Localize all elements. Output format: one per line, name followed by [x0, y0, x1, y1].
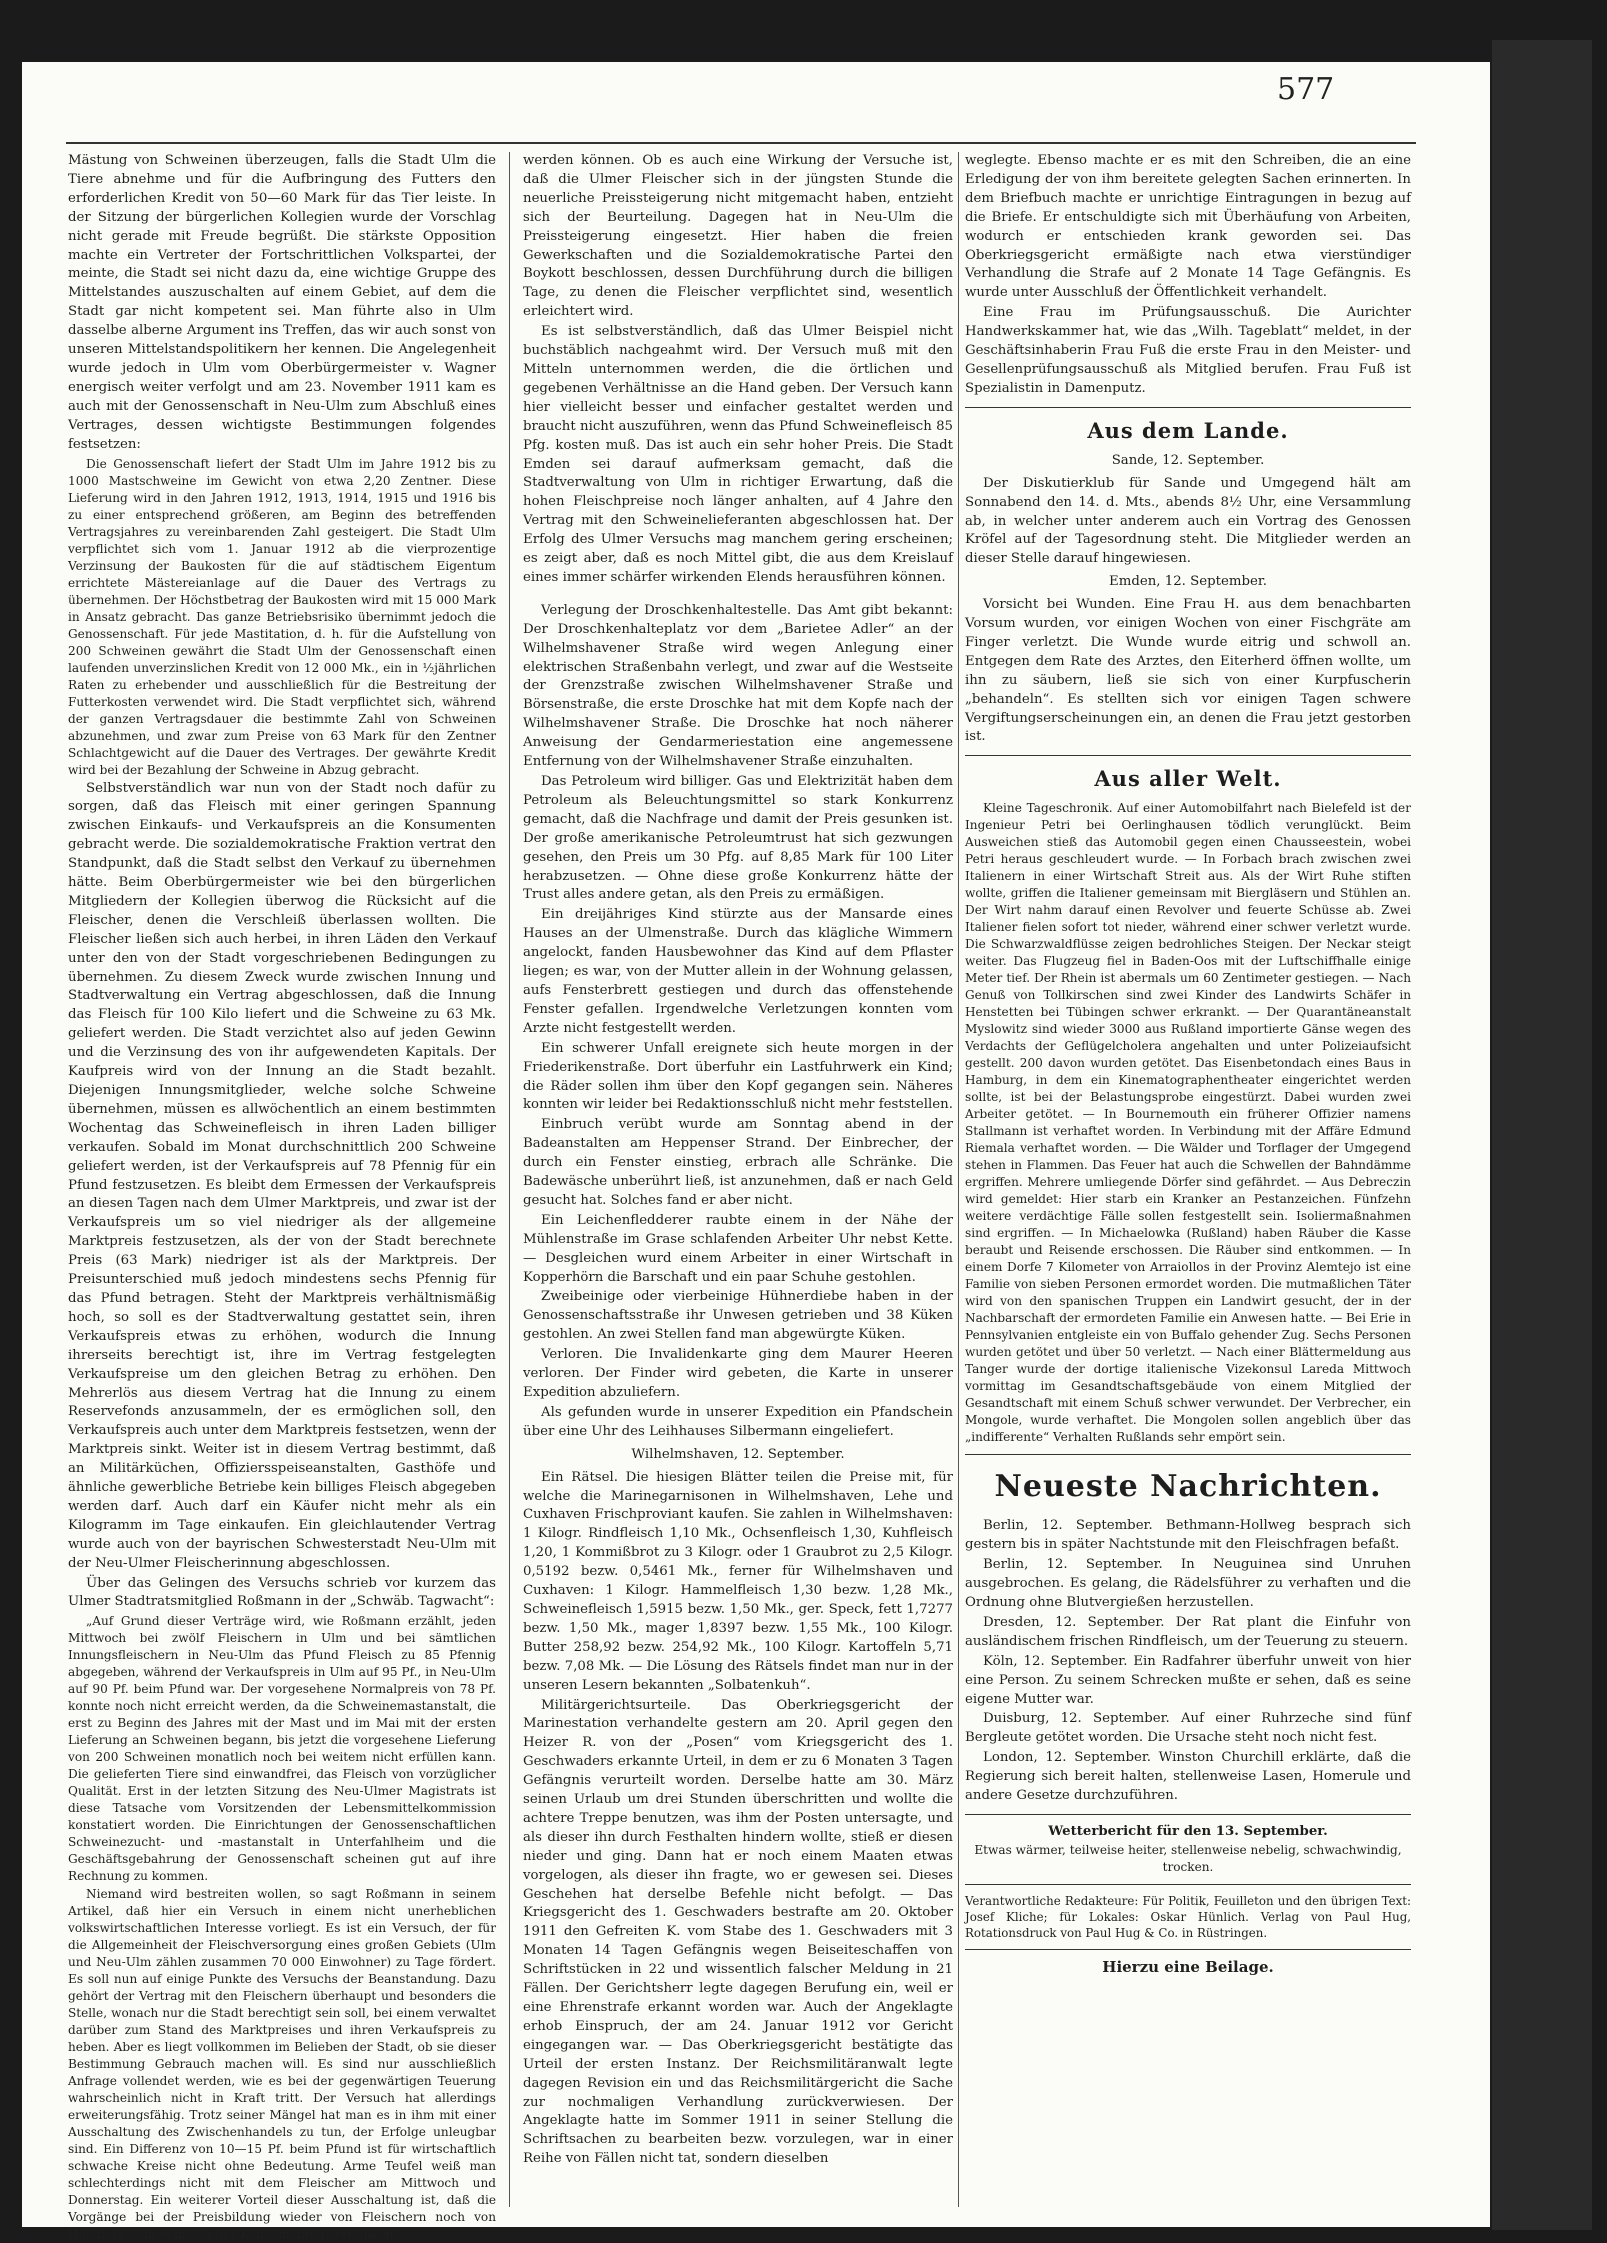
regional-news-item: Der Diskutierklub für Sande und Umgegend hält am Sonnabend den 14. d. Mts., abends 8½ Uhr, eine Versammlung ab, in welcher unter anderem auch ein Vortrag des Genossen Kröfel auf der Tagesordnung steht. Die Mitglieder werden an dieser Stelle darauf hingewiesen.: [965, 475, 1411, 567]
article-paragraph: Über das Gelingen des Versuchs schrieb vor kurzem das Ulmer Stadtratsmitglied Roßmann in der „Schwäb. Tagwacht“:: [68, 1575, 496, 1610]
local-news-item: Zweibeinige oder vierbeinige Hühnerdiebe haben in der Genossenschaftsstraße ihr Unwesen getrieben und 38 Küken gestohlen. An zwei Stellen fand man abgewürgte Küken.: [523, 1289, 953, 1343]
section-divider: [965, 1454, 1411, 1455]
dateline-emden: Emden, 12. September.: [1109, 574, 1267, 590]
latest-news-item: Berlin, 12. September. Bethmann-Hollweg besprach sich gestern bis in später Nachtstunde mit den Fleischfragen befaßt.: [965, 1518, 1411, 1553]
latest-news-item: Berlin, 12. September. In Neuguinea sind Unruhen ausgebrochen. Es gelang, die Rädelsführer zu verhaften und die Ordnung ohne Blutvergießen herzustellen.: [965, 1557, 1411, 1610]
article-paragraph: Eine Frau im Prüfungsausschuß. Die Aurichter Handwerkskammer hat, wie das „Wilh. Tageblatt“ meldet, in der Geschäftsinhaberin Frau Fuß die erste Frau in den Meister- und Gesellenprüfungsausschuß als Mitglied berufen. Frau Fuß ist Spezialistin in Damenputz.: [965, 305, 1411, 396]
page-number: 577: [1277, 72, 1335, 107]
top-rule: [66, 142, 1416, 144]
section-divider: [965, 407, 1411, 408]
local-news-item: Ein Rätsel. Die hiesigen Blätter teilen die Preise mit, für welche die Marinegarnisonen in Wilhelmshaven, Lehe und Cuxhaven Frischproviant kaufen. Sie zahlen in Wilhelmshaven: 1 Kilogr. Rindfleisch 1,10 Mk., Ochsenfleisch 1,30, Kuhfleisch 1,20, 1 Kommißbrot zu 3 Kilogr. oder 1 Graubrot zu 2,5 Kilogr. 0,5192 bezw. 0,5461 Mk., ferner für Wilhelmshaven und Cuxhaven: 1 Kilogr. Hammelfleisch 1,30 bezw. 1,28 Mk., Schweinefleisch 1,5915 bezw. 1,50 Mk., ger. Speck, fett 1,7277 bezw. 1,50 Mk., mager 1,8397 bezw. 1,55 Mk., 100 Kilogr. Butter 258,92 bezw. 254,92 Mk., 100 Kilogr. Kartoffeln 5,71 bezw. 7,08 Mk. — Die Lösung des Rätsels findet man nur in der unseren Lesern bekannten „Solbatenkuh“.: [523, 1469, 953, 1693]
quoted-report: Niemand wird bestreiten wollen, so sagt Roßmann in seinem Artikel, daß hier ein Versuch in einem nicht unerheblichen volkswirtschaftlichen Interesse vorliegt. Es ist ein Versuch, der für die Allgemeinheit der Fleischversorgung eines großen Gebiets (Ulm und Neu-Ulm zählen zusammen 70 000 Einwohner) zu Tage fördert. Es soll nun auf einige Punkte des Versuchs der Beanstandung. Dazu gehört der Vertrag mit den Fleischern überhaupt und besonders die Stelle, wonach nur die Stadt berechtigt sein soll, bei einem verwaltet darüber zum Stand des Marktpreises und ihren Verkaufspreis zu heben. Aber es liegt vollkommen im Belieben der Stadt, ob sie dieser Bestimmung Gebrauch machen will. Es sind nur ausschließlich Anfrage vollendet werden, wie es bei der gegenwärtigen Teuerung wahrscheinlich nicht in Kraft tritt. Der Versuch hat allerdings erweiterungsfähig. Trotz seiner Mängel hat man es in ihm mit einer Ausschaltung des Zwischenhandels zu tun, der Erfolge unleugbar sind. Ein Differenz von 10—15 Pf. beim Pfund ist für wirtschaftlich schwache Kreise nicht ohne Bedeutung. Arme Teufel weiß man schlechterdings nicht mit dem Fleischer am Mittwoch und Donnerstag. Ein weiterer Vorteil dieser Ausschaltung ist, daß die Vorgänge bei der Preisbildung wieder von Fleischern noch von Händlern zum Schaden der Konsumenten verdunkelt: [68, 1887, 496, 2242]
section-divider: [965, 1884, 1411, 1885]
column-divider: [958, 152, 959, 2207]
supplement-note: Hierzu eine Beilage.: [1102, 1957, 1274, 1976]
world-chronicle: Kleine Tageschronik. Auf einer Automobilfahrt nach Bielefeld ist der Ingenieur Petri bei Oerlinghausen tödlich verunglückt. Beim Ausweichen stieß das Automobil gegen einen Chausseestein, wobei Petri heraus geschleudert wurde. — In Forbach brach zwischen zwei Italienern in einer Wirtschaft Streit aus. Als der Wirt Ruhe stiften wollte, griffen die Italiener gemeinsam mit Biergläsern und Stühlen an. Der Wirt nahm darauf einen Revolver und feuerte Schüsse ab. Zwei Italiener fielen sofort tot nieder, während einer schwer verletzt wurde. Die Schwarzwaldflüsse zeigen bedrohliches Steigen. Der Neckar steigt weiter. Das Flugzeug fiel in Baden-Oos mit der Luftschiffhalle einige Meter tief. Der Rhein ist abermals um 60 Zentimeter gestiegen. — Nach Genuß von Tollkirschen sind zwei Kinder des Landwirts Schäfer in Henstetten bei Tübingen schwer erkrankt. — Der Quarantäneanstalt Myslowitz sind wieder 3000 aus Rußland importierte Gänse wegen des Verdachts der Geflügelcholera angehalten und unter Polizeiaufsicht gestellt. 200 davon wurden getötet. Das Eisenbetondach eines Baus in Hamburg, in dem ein Kinematographentheater eingerichtet werden sollte, ist bei der Belastungsprobe eingestürzt. Dabei wurden zwei Arbeiter getötet. — In Bournemouth ein früherer Offizier namens Stallmann ist verhaftet worden. In Verbindung mit der Affäre Edmund Riemala verhaftet worden. — Die Wälder und Torflager der Umgegend stehen in Flammen. Das Feuer hat auch die Schwellen der Bahndämme ergriffen. Mehrere umliegende Dörfer sind gefährdet. — Aus Debreczin wird gemeldet: Hier starb ein Kranker an Pestanzeichen. Fünfzehn weitere verdächtige Fälle sollen festgestellt sein. Isoliermaßnahmen sind ergriffen. — In Michaelowka (Rußland) haben Räuber die Kasse beraubt und Reisende erschossen. Die Räuber sind entkommen. — In einem Dorfe 7 Kilometer von Arraiollos in der Provinz Alemtejo ist eine Familie von sieben Personen ermordet worden. Die mutmaßlichen Täter wird von den spanischen Truppen ein Landwirt gesucht, der in der Nachbarschaft der ermordeten Familie ein Anwesen hatte. — Bei Erie in Pennsylvanien entgleiste ein von Buffalo gehender Zug. Sechs Personen wurden getötet und über 50 verletzt. — Nach einer Blättermeldung aus Tanger wurde der dortige italienische Vizekonsul Lareda Mittwoch vormittag im Gesandtschaftsgebäude von einem Mitglied der Gesandtschaft mit einem Schuß schwer verwundet. Der Verbrecher, ein Mongole, wurde verhaftet. Die Mongolen sollen angeblich über das „indifferente“ Verhalten Rußlands sehr empört sein.: [965, 801, 1411, 1445]
section-divider: [965, 1814, 1411, 1815]
local-news-item: Das Petroleum wird billiger. Gas und Elektrizität haben dem Petroleum als Beleuchtungsmittel so stark Konkurrenz gemacht, daß die Nachfrage und damit der Preis gesunken ist. Der große amerikanische Petroleumtrust hat sich gezwungen gesehen, den Preis um 30 Pfg. auf 8,85 Mark für 100 Liter herabzusetzen. — Ohne diese große Konkurrenz hätte der Trust alles andere getan, als den Preis zu ermäßigen.: [523, 774, 953, 903]
section-divider: [965, 1949, 1411, 1950]
local-news-item: Ein schwerer Unfall ereignete sich heute morgen in der Friederikenstraße. Dort überfuhr ein Lastfuhrwerk ein Kind; die Räder sollen ihm über den Kopf gegangen sein. Näheres konnten wir leider bei Redaktionsschluß nicht mehr feststellen.: [523, 1040, 953, 1113]
local-news-item: Verlegung der Droschkenhaltestelle. Das Amt gibt bekannt: Der Droschkenhalteplatz vor dem „Barietee Adler“ an der Wilhelmshavener Straße wird wegen Anlegung einer elektrischen Straßenbahn verlegt, und zwar auf die Westseite der Grenzstraße zwischen Wilhelmshavener Straße und Börsenstraße, die erste Droschke hat mit dem Kopfe nach der Wilhelmshavener Straße. Die Droschke hat noch näherer Anweisung der Gendarmeriestation eine angemessene Entfernung von der Wilhelmshavener Straße einzuhalten.: [523, 602, 953, 770]
local-news-item: Militärgerichtsurteile. Das Oberkriegsgericht der Marinestation verhandelte gestern am 20. April gegen den Heizer R. von der „Posen“ vom Kriegsgericht des 1. Geschwaders erkannte Urteil, in dem er zu 6 Monaten 3 Tagen Gefängnis verurteilt worden. Derselbe hatte am 30. März seinen Urlaub um drei Stunden überschritten und wollte die achtere Treppe benutzen, was ihm der Posten untersagte, und als dieser ihn durch Festhalten hindern wollte, stieß er diesen nieder und ging. Dann hat er noch einem Maaten etwas vorgelogen, als dieser ihn fragte, wo er gewesen sei. Dieses Geschehen hat derselbe Befehle nicht befolgt. — Das Kriegsgericht des 1. Geschwaders bestrafte am 20. Oktober 1911 den Gefreiten K. vom Stabe des 1. Geschwaders mit 3 Monaten 14 Tagen Gefängnis wegen Beiseiteschaffen von Schriftstücken in 22 und wissentlich falscher Meldung in 21 Fällen. Der Gerichtsherr legte dagegen Berufung ein, weil er eine Ehrenstrafe erkannt worden war. Auch der Angeklagte erhob Einspruch, der am 24. Januar 1912 vor Gericht eingegangen war. — Das Oberkriegsgericht bestätigte das Urteil der ersten Instanz. Der Reichsmilitäranwalt legte dagegen Revision ein und das Reichsmilitärgericht die Sache zur nochmaligen Verhandlung zurückverwiesen. Der Angeklagte hatte im Sommer 1911 in seiner Stellung die Schriftsachen zu bearbeiten bezw. vorzulegen, war in einer Reihe von Fällen nicht tat, sondern dieselben: [523, 1697, 953, 2167]
column-1: [68, 152, 496, 2242]
regional-news-item: Vorsicht bei Wunden. Eine Frau H. aus dem benachbarten Vorsum wurden, vor einigen Wochen von einer Fischgräte am Finger verletzt. Die Wunde wurde eitrig und schwoll an. Entgegen dem Rate des Arztes, den Eiterherd öffnen wollte, um ihn zu säubern, ließ sie sich von einer Kurpfuscherin „behandeln“. Es stellten sich vor einigen Tagen schwere Vergiftungserscheinungen ein, an denen die Frau jetzt gestorben ist.: [965, 597, 1411, 745]
section-heading-neueste: Neueste Nachrichten.: [994, 1469, 1382, 1505]
local-news-item: Ein dreijähriges Kind stürzte aus der Mansarde eines Hauses an der Ulmenstraße. Durch das klägliche Wimmern angelockt, fanden Hausbewohner das Kind auf dem Pflaster liegen; es war, von der Mutter allein in der Wohnung gelassen, aufs Fensterbrett gestiegen und durch das offenstehende Fenster gefallen. Irgendwelche Verletzungen konnten vom Arzte nicht festgestellt werden.: [523, 907, 953, 1036]
latest-news-item: Dresden, 12. September. Der Rat plant die Einfuhr von ausländischem frischen Rindfleisch, um der Teuerung zu steuern.: [965, 1614, 1411, 1649]
newspaper-page: [22, 62, 1490, 2242]
quoted-report: „Auf Grund dieser Verträge wird, wie Roßmann erzählt, jeden Mittwoch bei zwölf Fleischern in Ulm und bei sämtlichen Innungsfleischern in Neu-Ulm das Pfund Fleisch zu 85 Pfennig abgegeben, während der Verkaufspreis in Ulm auf 95 Pf., in Neu-Ulm auf 90 Pf. beim Pfund war. Der vorgesehene Normalpreis von 78 Pf. konnte noch nicht erreicht werden, da die Schweinemastanstalt, die erst zu Beginn des Jahres mit der Mast und im Mai mit der ersten Lieferung an Schweinen begann, bis jetzt die vorgesehene Lieferung von 200 Schweinen monatlich noch bei weitem nicht erfüllen kann. Die gelieferten Tiere sind einwandfrei, das Fleisch von vorzüglicher Qualität. Erst in der letzten Sitzung des Neu-Ulmer Magistrats ist diese Tatsache vom Vorsitzenden der Lebensmittelkommission konstatiert worden. Die Einrichtungen der Genossenschaftlichen Schweinezucht- und -mastanstalt in Unterfahlheim und die Geschäftsgebahrung der Genossenschaft scheinen gut auf ihre Rechnung zu kommen.: [68, 1614, 496, 1884]
dateline-wilhelmshaven: Wilhelmshaven, 12. September.: [631, 1446, 845, 1462]
contract-terms: Die Genossenschaft liefert der Stadt Ulm im Jahre 1912 bis zu 1000 Mastschweine im Gewicht von etwa 2,20 Zentner. Diese Lieferung wird in den Jahren 1912, 1913, 1914, 1915 und 1916 bis zu einer entsprechend größeren, am Beginn des betreffenden Vertragsjahres zu vereinbarenden Zahl gesteigert. Die Stadt Ulm verpflichtet sich vom 1. Januar 1912 ab die vierprozentige Verzinsung der Baukosten für die auf städtischem Eigentum errichtete Mästereianlage auf die Dauer des Vertrags zu übernehmen. Der Höchstbetrag der Baukosten wird mit 15 000 Mark in Ansatz gebracht. Das ganze Betriebsrisiko übernimmt jedoch die Genossenschaft. Für jede Mastitation, d. h. für die Aufstellung von 200 Schweinen gewährt die Stadt Ulm der Genossenschaft einen laufenden unverzinslichen Kredit von 12 000 Mk., ein in ½jährlichen Raten zu erhebender und ausschließlich für die Bestreitung der Futterkosten verwendet wird. Die Stadt verpflichtet sich, während der ganzen Vertragsdauer die bestimmte Zahl von Schweinen abzunehmen, und zwar zum Preise von 63 Mark für den Zentner Schlachtgewicht auf die Dauer des Vertrages. Der gewährte Kredit wird bei der Bezahlung der Schweine in Abzug gebracht.: [68, 456, 496, 777]
imprint: Verantwortliche Redakteure: Für Politik, Feuilleton und den übrigen Text: Josef Kliche; für Lokales: Oskar Hünlich. Verlag von Paul Hug, Rotationsdruck von Paul Hug & Co. in Rüstringen.: [965, 1893, 1411, 1940]
dateline-sande: Sande, 12. September.: [1111, 452, 1265, 468]
column-2: [523, 152, 953, 2197]
local-news-item: Einbruch verübt wurde am Sonntag abend in der Badeanstalten am Heppenser Strand. Der Einbrecher, der durch ein Fenster einstieg, erbrach alle Schränke. Die Badewäsche unberührt ließ, ist anzunehmen, daß er nach Geld gesucht hat. Solches fand er aber nicht.: [523, 1117, 953, 1208]
section-heading-welt: Aus aller Welt.: [1094, 766, 1282, 792]
local-news-item: Verloren. Die Invalidenkarte ging dem Maurer Heeren verloren. Der Finder wird gebeten, die Karte in unserer Expedition abzuliefern.: [523, 1347, 953, 1400]
column-3: [965, 152, 1411, 2197]
binding-edge: [1492, 40, 1592, 2230]
article-paragraph: werden können. Ob es auch eine Wirkung der Versuche ist, daß die Ulmer Fleischer sich in der jüngsten Stunde die neuerliche Preissteigerung nicht mitgemacht haben, entzieht sich der Beurteilung. Dagegen hat in Neu-Ulm die Preissteigerung eingesetzt. Hier haben die freien Gewerkschaften und die Sozialdemokratische Partei den Boykott beschlossen, dessen Durchführung durch die billigen Tage, zu denen die Fleischer verpflichtet sind, wesentlich erleichtert wird.: [523, 153, 953, 320]
section-divider: [965, 755, 1411, 756]
article-paragraph: weglegte. Ebenso machte er es mit den Schreiben, die an eine Erledigung der von ihm bereitete gelegten Sachen erinnerten. In dem Briefbuch machte er unrichtige Eintragungen in bezug auf die Briefe. Er entschuldigte sich mit Überhäufung von Arbeiten, wodurch er entschieden krank geworden sei. Das Oberkriegsgericht ermäßigte nach etwa vierstündiger Verhandlung die Strafe auf 2 Monate 14 Tage Gefängnis. Es wurde unter Ausschluß der Öffentlichkeit verhandelt.: [965, 153, 1411, 301]
latest-news-item: Köln, 12. September. Ein Radfahrer überfuhr unweit von hier eine Person. Zu seinem Schrecken mußte er sehen, daß es seine eigene Mutter war.: [965, 1653, 1411, 1707]
article-paragraph: Es ist selbstverständlich, daß das Ulmer Beispiel nicht buchstäblich nachgeahmt wird. Der Versuch muß mit den Mitteln unternommen werden, die die örtlichen und gegebenen Verhältnisse an die Hand geben. Der Versuch kann hier vielleicht besser und einfacher gestaltet werden und braucht nicht auszuführen, wenn das Pfund Schweinefleisch 85 Pfg. kosten muß. Das ist auch ein sehr hoher Preis. Die Stadt Emden sei darauf aufmerksam gemacht, daß die Stadtverwaltung von Ulm in richtiger Erwartung, daß die hohen Fleischpreise noch länger anhalten, auf 4 Jahre den Vertrag mit den Schweinelieferanten abgeschlossen hat. Der Erfolg des Ulmer Versuchs mag manchem gering erscheinen; es zeigt aber, daß es noch Mittel gibt, die aus dem Kreislauf eines immer schärfer wirkenden Elends herausführen können.: [523, 324, 953, 585]
article-paragraph: Mästung von Schweinen überzeugen, falls die Stadt Ulm die Tiere abnehme und für die Aufbringung des Futters den erforderlichen Kredit von 50—60 Mark für das Tier leiste. In der Sitzung der bürgerlichen Kollegien wurde der Vorschlag nicht gerade mit Freude begrüßt. Die stärkste Opposition machte ein Vertreter der Fortschrittlichen Volkspartei, der meinte, die Stadt sei nicht dazu da, eine wichtige Gruppe des Mittelstandes auszuschalten auf einem Gebiet, auf dem die Stadt gar nicht kompetent sei. Man führte also in Ulm dasselbe alberne Argument ins Treffen, das wir auch sonst von unseren Mittelstandspolitikern her kennen. Die Angelegenheit wurde jedoch in Ulm vom Oberbürgermeister v. Wagner energisch weiter verfolgt und am 23. November 1911 kam es auch mit der Genossenschaft in Neu-Ulm zum Abschluß eines Vertrages, dessen wichtigste Bestimmungen folgendes festsetzen:: [68, 153, 496, 452]
weather-heading: Wetterbericht für den 13. September.: [1048, 1823, 1328, 1839]
latest-news-item: Duisburg, 12. September. Auf einer Ruhrzeche sind fünf Bergleute getötet worden. Die Ursache steht noch nicht fest.: [965, 1711, 1411, 1746]
latest-news-item: London, 12. September. Winston Churchill erklärte, daß die Regierung sich bereit halten, stellenweise Lasen, Homerule und andere Gesetze durchzuführen.: [965, 1750, 1411, 1804]
weather-forecast: Etwas wärmer, teilweise heiter, stellenweise nebelig, schwachwindig, trocken.: [974, 1842, 1402, 1874]
column-divider: [509, 152, 510, 2207]
local-news-item: Ein Leichenfledderer raubte einem in der Nähe der Mühlenstraße im Grase schlafenden Arbeiter Uhr nebst Kette. — Desgleichen wurd einem Arbeiter in einer Wirtschaft in Kopperhörn die Barschaft und ein paar Schuhe gestohlen.: [523, 1212, 953, 1285]
article-paragraph: Selbstverständlich war nun von der Stadt noch dafür zu sorgen, daß das Fleisch mit einer geringen Spannung zwischen Einkaufs- und Verkaufspreis an die Konsumenten gebracht werde. Die sozialdemokratische Fraktion vertrat den Standpunkt, daß die Stadt selbst den Verkauf zu übernehmen hätte. Beim Oberbürgermeister wie bei den bürgerlichen Mitgliedern der Kollegien überwog die Rücksicht auf die Fleischer, denen die Verschleiß überlassen wollten. Die Fleischer ließen sich auch herbei, in ihren Läden den Verkauf unter den von der Stadt vorgeschriebenen Bedingungen zu übernehmen. Zu diesem Zweck wurde zwischen Innung und Stadtverwaltung ein Vertrag abgeschlossen, daß die Innung das Fleisch für 100 Kilo liefert und die Schweine zu 63 Mk. geliefert werden. Die Stadt verzichtet also auf jeden Gewinn und die Verzinsung des von ihr aufgewendeten Kapitals. Der Kaufpreis wird von der Innung an die Stadt bezahlt. Diejenigen Innungsmitglieder, welche solche Schweine übernehmen, müssen es allwöchentlich an einem bestimmten Wochentag das Schweinefleisch in ihren Laden billiger verkaufen. Sobald im Monat durchschnittlich 200 Schweine geliefert werden, ist der Verkaufspreis auf 78 Pfennig für ein Pfund festzusetzen. Es bleibt dem Ermessen der Verkaufspreis an diesen Tagen nach dem Ulmer Marktpreis, und zwar ist der Verkaufspreis um so viel niedriger als der allgemeine Marktpreis festzusetzen, als der von der Stadt berechnete Preis (63 Mark) niedriger ist als der Marktpreis. Der Preisunterschied muß jedoch mindestens sechs Pfennig für das Pfund betragen. Steht der Marktpreis verhältnismäßig hoch, so soll es der Stadtverwaltung gestattet sein, ihren Verkaufspreis etwas zu erhöhen, wodurch die Innung ihrerseits berechtigt ist, ihre im Vertrag festgelegten Verkaufspreise um den gleichen Betrag zu erhöhen. Den Mehrerlös aus diesem Vertrag hat die Innung zu einem Reservefonds anzusammeln, der es ermöglichen soll, den Verkaufspreis auch unter dem Marktpreis festsetzen, wenn der Marktpreis sinkt. Weiter ist in diesem Vertrag bestimmt, daß an Militärküchen, Offiziersspeiseanstalten, Gasthöfe und ähnliche gewerbliche Betriebe kein billiges Fleisch abgegeben werden darf. Auch darf ein Käufer nicht mehr als ein Kilogramm im Tage einkaufen. Ein gleichlautender Vertrag wurde auch von der bayrischen Schwesterstadt Neu-Ulm mit der Neu-Ulmer Fleischerinnung abgeschlossen.: [68, 780, 496, 1571]
local-news-item: Als gefunden wurde in unserer Expedition ein Pfandschein über eine Uhr des Leihhauses Silbermann eingeliefert.: [523, 1404, 953, 1439]
section-heading-lande: Aus dem Lande.: [1087, 417, 1289, 443]
